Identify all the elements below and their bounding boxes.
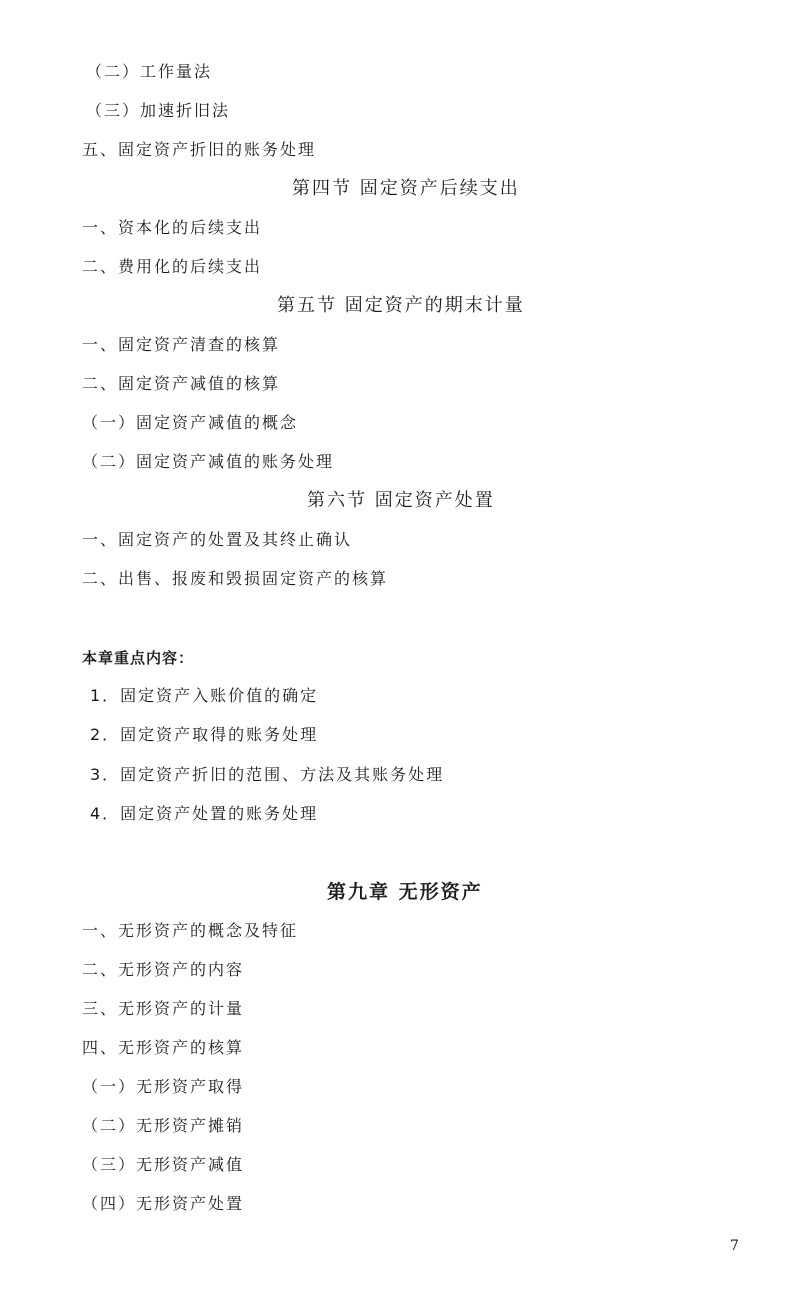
chapter-9-item-2: 二、无形资产的内容: [82, 960, 245, 979]
page-number: 7: [730, 1238, 739, 1254]
item-workload-method: （二）工作量法: [86, 62, 213, 81]
section-6-item-1: 一、固定资产的处置及其终止确认: [82, 530, 353, 549]
section-5-item-3: （一）固定资产减值的概念: [82, 413, 299, 432]
section-5-title: 第五节 固定资产的期末计量: [277, 295, 525, 316]
section-4-item-2: 二、费用化的后续支出: [82, 257, 263, 276]
section-6-item-2: 二、出售、报废和毁损固定资产的核算: [82, 569, 389, 588]
key-point-3: 3．固定资产折旧的范围、方法及其账务处理: [90, 765, 445, 784]
chapter-9-item-4: 四、无形资产的核算: [82, 1038, 245, 1057]
key-point-1: 1．固定资产入账价值的确定: [90, 686, 319, 705]
section-4-title: 第四节 固定资产后续支出: [292, 178, 520, 199]
chapter-9-item-3: 三、无形资产的计量: [82, 999, 245, 1018]
key-points-heading: 本章重点内容：: [82, 649, 195, 667]
chapter-9-title: 第九章 无形资产: [327, 881, 483, 903]
chapter-9-item-5: （一）无形资产取得: [82, 1077, 245, 1096]
item-accelerated-depreciation: （三）加速折旧法: [86, 101, 231, 120]
section-4-item-1: 一、资本化的后续支出: [82, 218, 263, 237]
key-point-4: 4．固定资产处置的账务处理: [90, 804, 319, 823]
section-5-item-2: 二、固定资产减值的核算: [82, 374, 281, 393]
chapter-9-item-8: （四）无形资产处置: [82, 1194, 245, 1213]
key-point-2: 2．固定资产取得的账务处理: [90, 725, 319, 744]
chapter-9-item-7: （三）无形资产减值: [82, 1155, 245, 1174]
item-depreciation-accounting: 五、固定资产折旧的账务处理: [82, 140, 317, 159]
section-5-item-1: 一、固定资产清查的核算: [82, 335, 281, 354]
chapter-9-item-6: （二）无形资产摊销: [82, 1116, 245, 1135]
section-5-item-4: （二）固定资产减值的账务处理: [82, 452, 335, 471]
section-6-title: 第六节 固定资产处置: [307, 490, 495, 511]
chapter-9-item-1: 一、无形资产的概念及特征: [82, 921, 299, 940]
